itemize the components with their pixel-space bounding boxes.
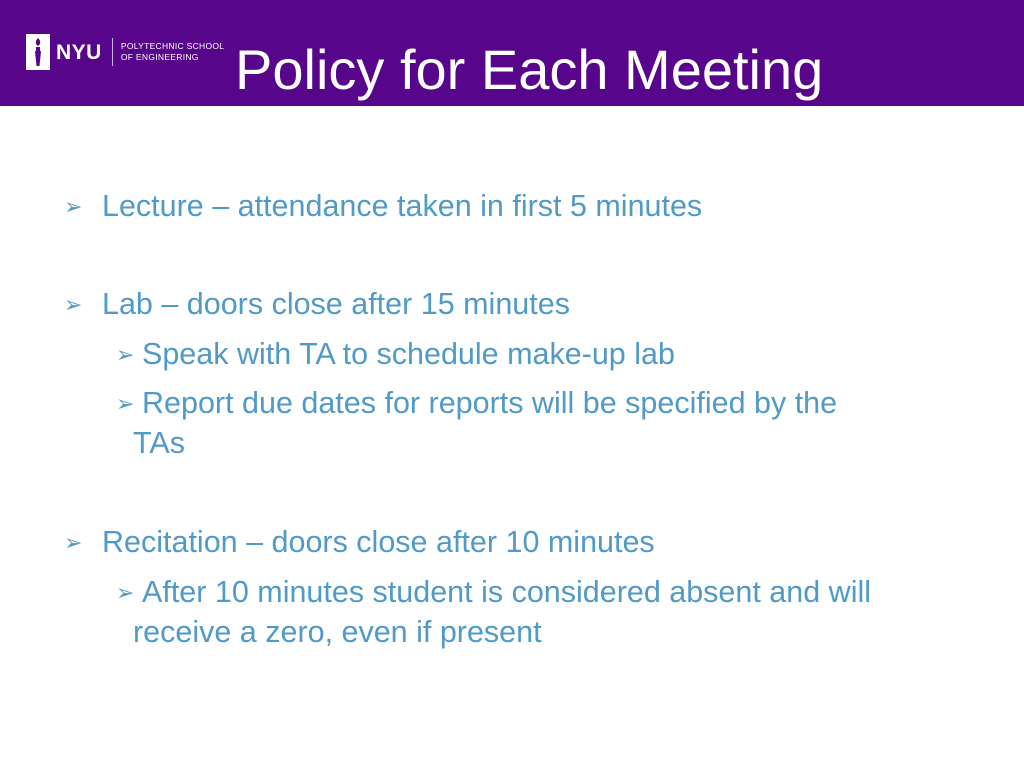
arrow-bullet-icon: ➢ xyxy=(116,391,135,416)
bullet-recitation-text: Recitation – doors close after 10 minutes xyxy=(102,525,655,559)
arrow-bullet-icon: ➢ xyxy=(64,530,83,555)
sub-bullet-make-up-lab-text: Speak with TA to schedule make-up lab xyxy=(142,337,675,371)
sub-bullet-make-up-lab xyxy=(116,334,675,375)
slide-title: Policy for Each Meeting xyxy=(235,38,824,101)
sub-bullet-report-due xyxy=(116,383,837,424)
bullet-lab xyxy=(64,284,570,325)
sub-bullet-absent-continued: receive a zero, even if present xyxy=(133,615,542,649)
arrow-bullet-icon: ➢ xyxy=(116,580,135,605)
sub-bullet-report-due-continued: TAs xyxy=(133,426,185,460)
arrow-bullet-icon: ➢ xyxy=(64,194,83,219)
bullet-recitation xyxy=(64,522,655,563)
sub-bullet-absent xyxy=(116,572,871,613)
bullet-lecture-text: Lecture – attendance taken in first 5 minutes xyxy=(102,189,703,223)
logo-brand: NYU xyxy=(56,40,102,64)
sub-bullet-absent-text: After 10 minutes student is considered absent and will xyxy=(142,575,872,609)
sub-bullet-report-due-text: Report due dates for reports will be specified by the xyxy=(142,386,838,420)
bullet-lecture xyxy=(64,186,702,227)
arrow-bullet-icon: ➢ xyxy=(116,342,135,367)
arrow-bullet-icon: ➢ xyxy=(64,292,83,317)
logo-school-line2: OF ENGINEERING xyxy=(120,52,199,62)
logo-school-line1: POLYTECHNIC SCHOOL xyxy=(120,41,225,51)
bullet-lab-text: Lab – doors close after 15 minutes xyxy=(102,287,570,321)
